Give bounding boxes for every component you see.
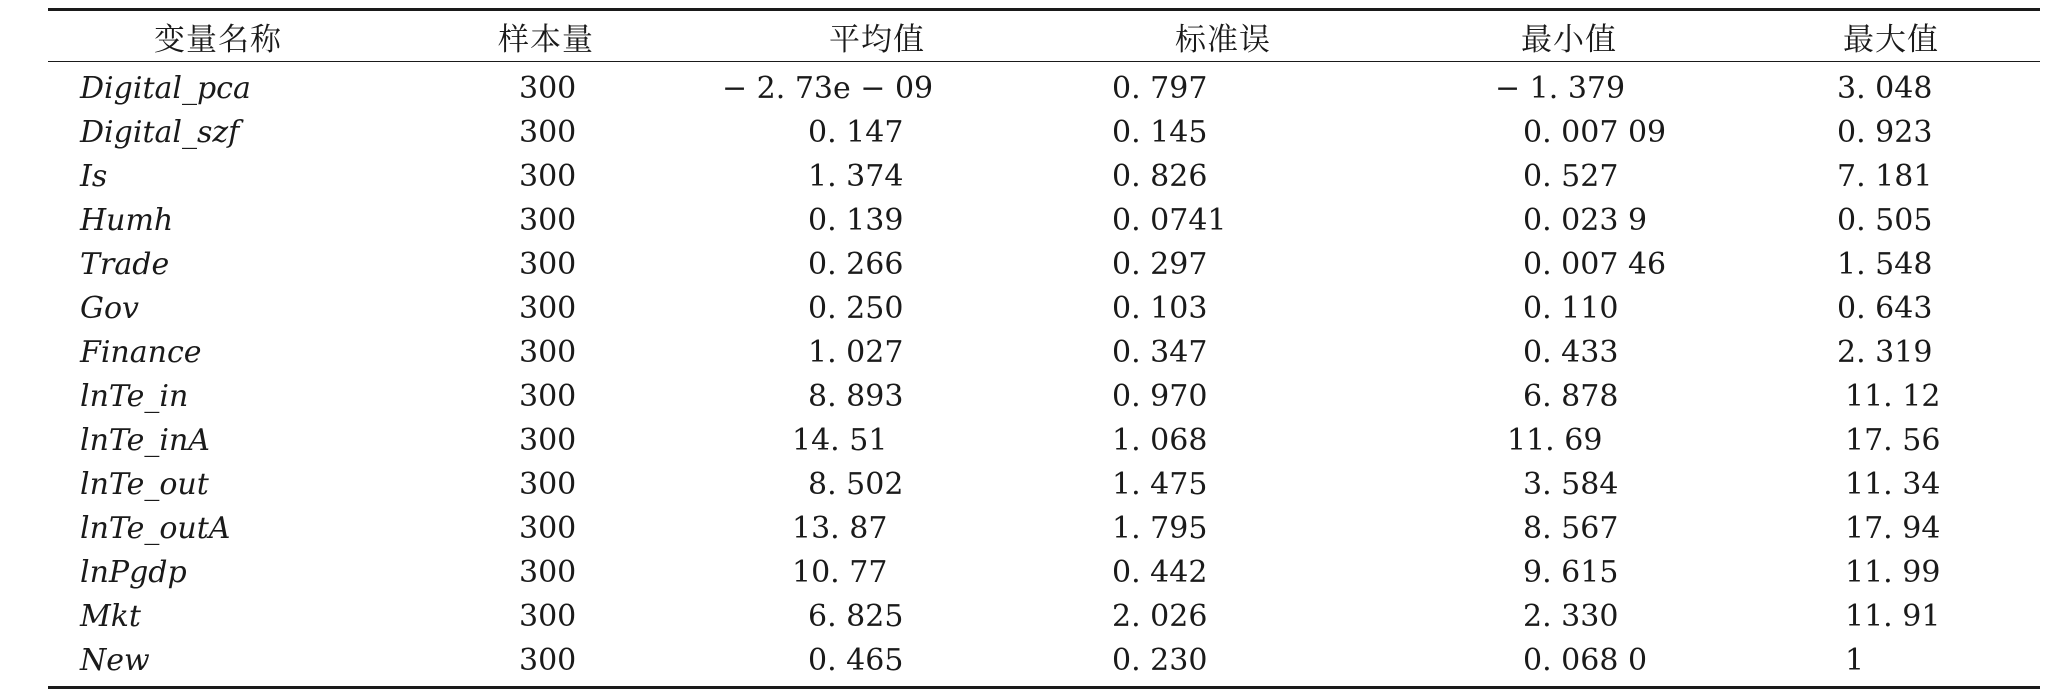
mean-cell: 8. 502 <box>808 466 904 502</box>
table-row <box>48 110 2040 154</box>
min-cell: 0. 110 <box>1523 290 1619 326</box>
variable-name-cell: lnTe_outA <box>80 510 231 546</box>
min-cell: − 1. 379 <box>1495 70 1626 106</box>
mean-cell: 0. 465 <box>808 642 904 678</box>
min-cell: 3. 584 <box>1523 466 1619 502</box>
variable-name-cell: Digital_pca <box>80 70 251 106</box>
mean-cell: 13. 87 <box>792 510 888 546</box>
header-sample-size: 样本量 <box>498 21 594 58</box>
sample-size-cell: 300 <box>519 70 577 106</box>
header-variable-name: 变量名称 <box>154 21 282 58</box>
table-row <box>48 286 2040 330</box>
std-error-cell: 0. 230 <box>1112 642 1208 678</box>
max-cell: 17. 94 <box>1845 510 1941 546</box>
table-row <box>48 462 2040 506</box>
sample-size-cell: 300 <box>519 334 577 370</box>
mean-cell: 14. 51 <box>792 422 888 458</box>
std-error-cell: 1. 795 <box>1112 510 1208 546</box>
mean-cell: 0. 266 <box>808 246 904 282</box>
mean-cell: − 2. 73e − 09 <box>722 70 934 106</box>
table-row <box>48 154 2040 198</box>
max-cell: 11. 99 <box>1845 554 1941 590</box>
table-row <box>48 418 2040 462</box>
std-error-cell: 2. 026 <box>1112 598 1208 634</box>
variable-name-cell: lnTe_in <box>80 378 189 414</box>
table-header <box>48 10 2040 62</box>
variable-name-cell: Trade <box>80 246 170 282</box>
table-row <box>48 594 2040 638</box>
mean-cell: 6. 825 <box>808 598 904 634</box>
min-cell: 6. 878 <box>1523 378 1619 414</box>
max-cell: 17. 56 <box>1845 422 1941 458</box>
max-cell: 2. 319 <box>1837 334 1933 370</box>
std-error-cell: 0. 970 <box>1112 378 1208 414</box>
max-cell: 0. 505 <box>1837 202 1933 238</box>
sample-size-cell: 300 <box>519 378 577 414</box>
sample-size-cell: 300 <box>519 510 577 546</box>
max-cell: 11. 12 <box>1845 378 1941 414</box>
sample-size-cell: 300 <box>519 114 577 150</box>
variable-name-cell: Humh <box>80 202 174 238</box>
table-row <box>48 506 2040 550</box>
min-cell: 2. 330 <box>1523 598 1619 634</box>
mean-cell: 8. 893 <box>808 378 904 414</box>
min-cell: 0. 023 9 <box>1523 202 1648 238</box>
table-row <box>48 242 2040 286</box>
min-cell: 0. 527 <box>1523 158 1619 194</box>
mean-cell: 0. 147 <box>808 114 904 150</box>
sample-size-cell: 300 <box>519 554 577 590</box>
table-row <box>48 638 2040 688</box>
mean-cell: 0. 139 <box>808 202 904 238</box>
table-row <box>48 374 2040 418</box>
table-row <box>48 198 2040 242</box>
sample-size-cell: 300 <box>519 290 577 326</box>
std-error-cell: 1. 475 <box>1112 466 1208 502</box>
std-error-cell: 0. 145 <box>1112 114 1208 150</box>
min-cell: 11. 69 <box>1507 422 1603 458</box>
max-cell: 11. 91 <box>1845 598 1941 634</box>
mean-cell: 1. 374 <box>808 158 904 194</box>
min-cell: 0. 007 46 <box>1523 246 1667 282</box>
std-error-cell: 0. 826 <box>1112 158 1208 194</box>
table-body <box>48 62 2040 688</box>
std-error-cell: 0. 347 <box>1112 334 1208 370</box>
variable-name-cell: lnTe_out <box>80 466 209 502</box>
max-cell: 1. 548 <box>1837 246 1933 282</box>
descriptive-statistics-table <box>48 8 2040 689</box>
header-max: 最大值 <box>1843 21 1939 58</box>
table-row <box>48 550 2040 594</box>
variable-name-cell: Digital_szf <box>80 114 240 150</box>
variable-name-cell: Mkt <box>80 598 141 634</box>
header-min: 最小值 <box>1521 21 1617 58</box>
variable-name-cell: Gov <box>80 290 139 326</box>
sample-size-cell: 300 <box>519 466 577 502</box>
header-mean: 平均值 <box>829 21 925 58</box>
max-cell: 3. 048 <box>1837 70 1933 106</box>
variable-name-cell: Finance <box>80 334 202 370</box>
max-cell: 7. 181 <box>1837 158 1933 194</box>
table-row <box>48 330 2040 374</box>
variable-name-cell: Is <box>80 158 108 194</box>
variable-name-cell: New <box>80 642 150 678</box>
min-cell: 0. 068 0 <box>1523 642 1648 678</box>
min-cell: 9. 615 <box>1523 554 1619 590</box>
sample-size-cell: 300 <box>519 598 577 634</box>
max-cell: 0. 643 <box>1837 290 1933 326</box>
sample-size-cell: 300 <box>519 158 577 194</box>
min-cell: 0. 433 <box>1523 334 1619 370</box>
max-cell: 11. 34 <box>1845 466 1941 502</box>
sample-size-cell: 300 <box>519 246 577 282</box>
sample-size-cell: 300 <box>519 202 577 238</box>
std-error-cell: 0. 0741 <box>1112 202 1227 238</box>
header-row <box>48 10 2040 62</box>
mean-cell: 10. 77 <box>792 554 888 590</box>
std-error-cell: 0. 297 <box>1112 246 1208 282</box>
mean-cell: 0. 250 <box>808 290 904 326</box>
mean-cell: 1. 027 <box>808 334 904 370</box>
sample-size-cell: 300 <box>519 422 577 458</box>
header-std-error: 标准误 <box>1175 21 1271 58</box>
std-error-cell: 1. 068 <box>1112 422 1208 458</box>
sample-size-cell: 300 <box>519 642 577 678</box>
std-error-cell: 0. 103 <box>1112 290 1208 326</box>
max-cell: 0. 923 <box>1837 114 1933 150</box>
variable-name-cell: lnPgdp <box>80 554 187 590</box>
std-error-cell: 0. 797 <box>1112 70 1208 106</box>
table-row <box>48 62 2040 111</box>
variable-name-cell: lnTe_inA <box>80 422 210 458</box>
std-error-cell: 0. 442 <box>1112 554 1208 590</box>
max-cell: 1 <box>1845 642 1865 678</box>
min-cell: 0. 007 09 <box>1523 114 1667 150</box>
min-cell: 8. 567 <box>1523 510 1619 546</box>
